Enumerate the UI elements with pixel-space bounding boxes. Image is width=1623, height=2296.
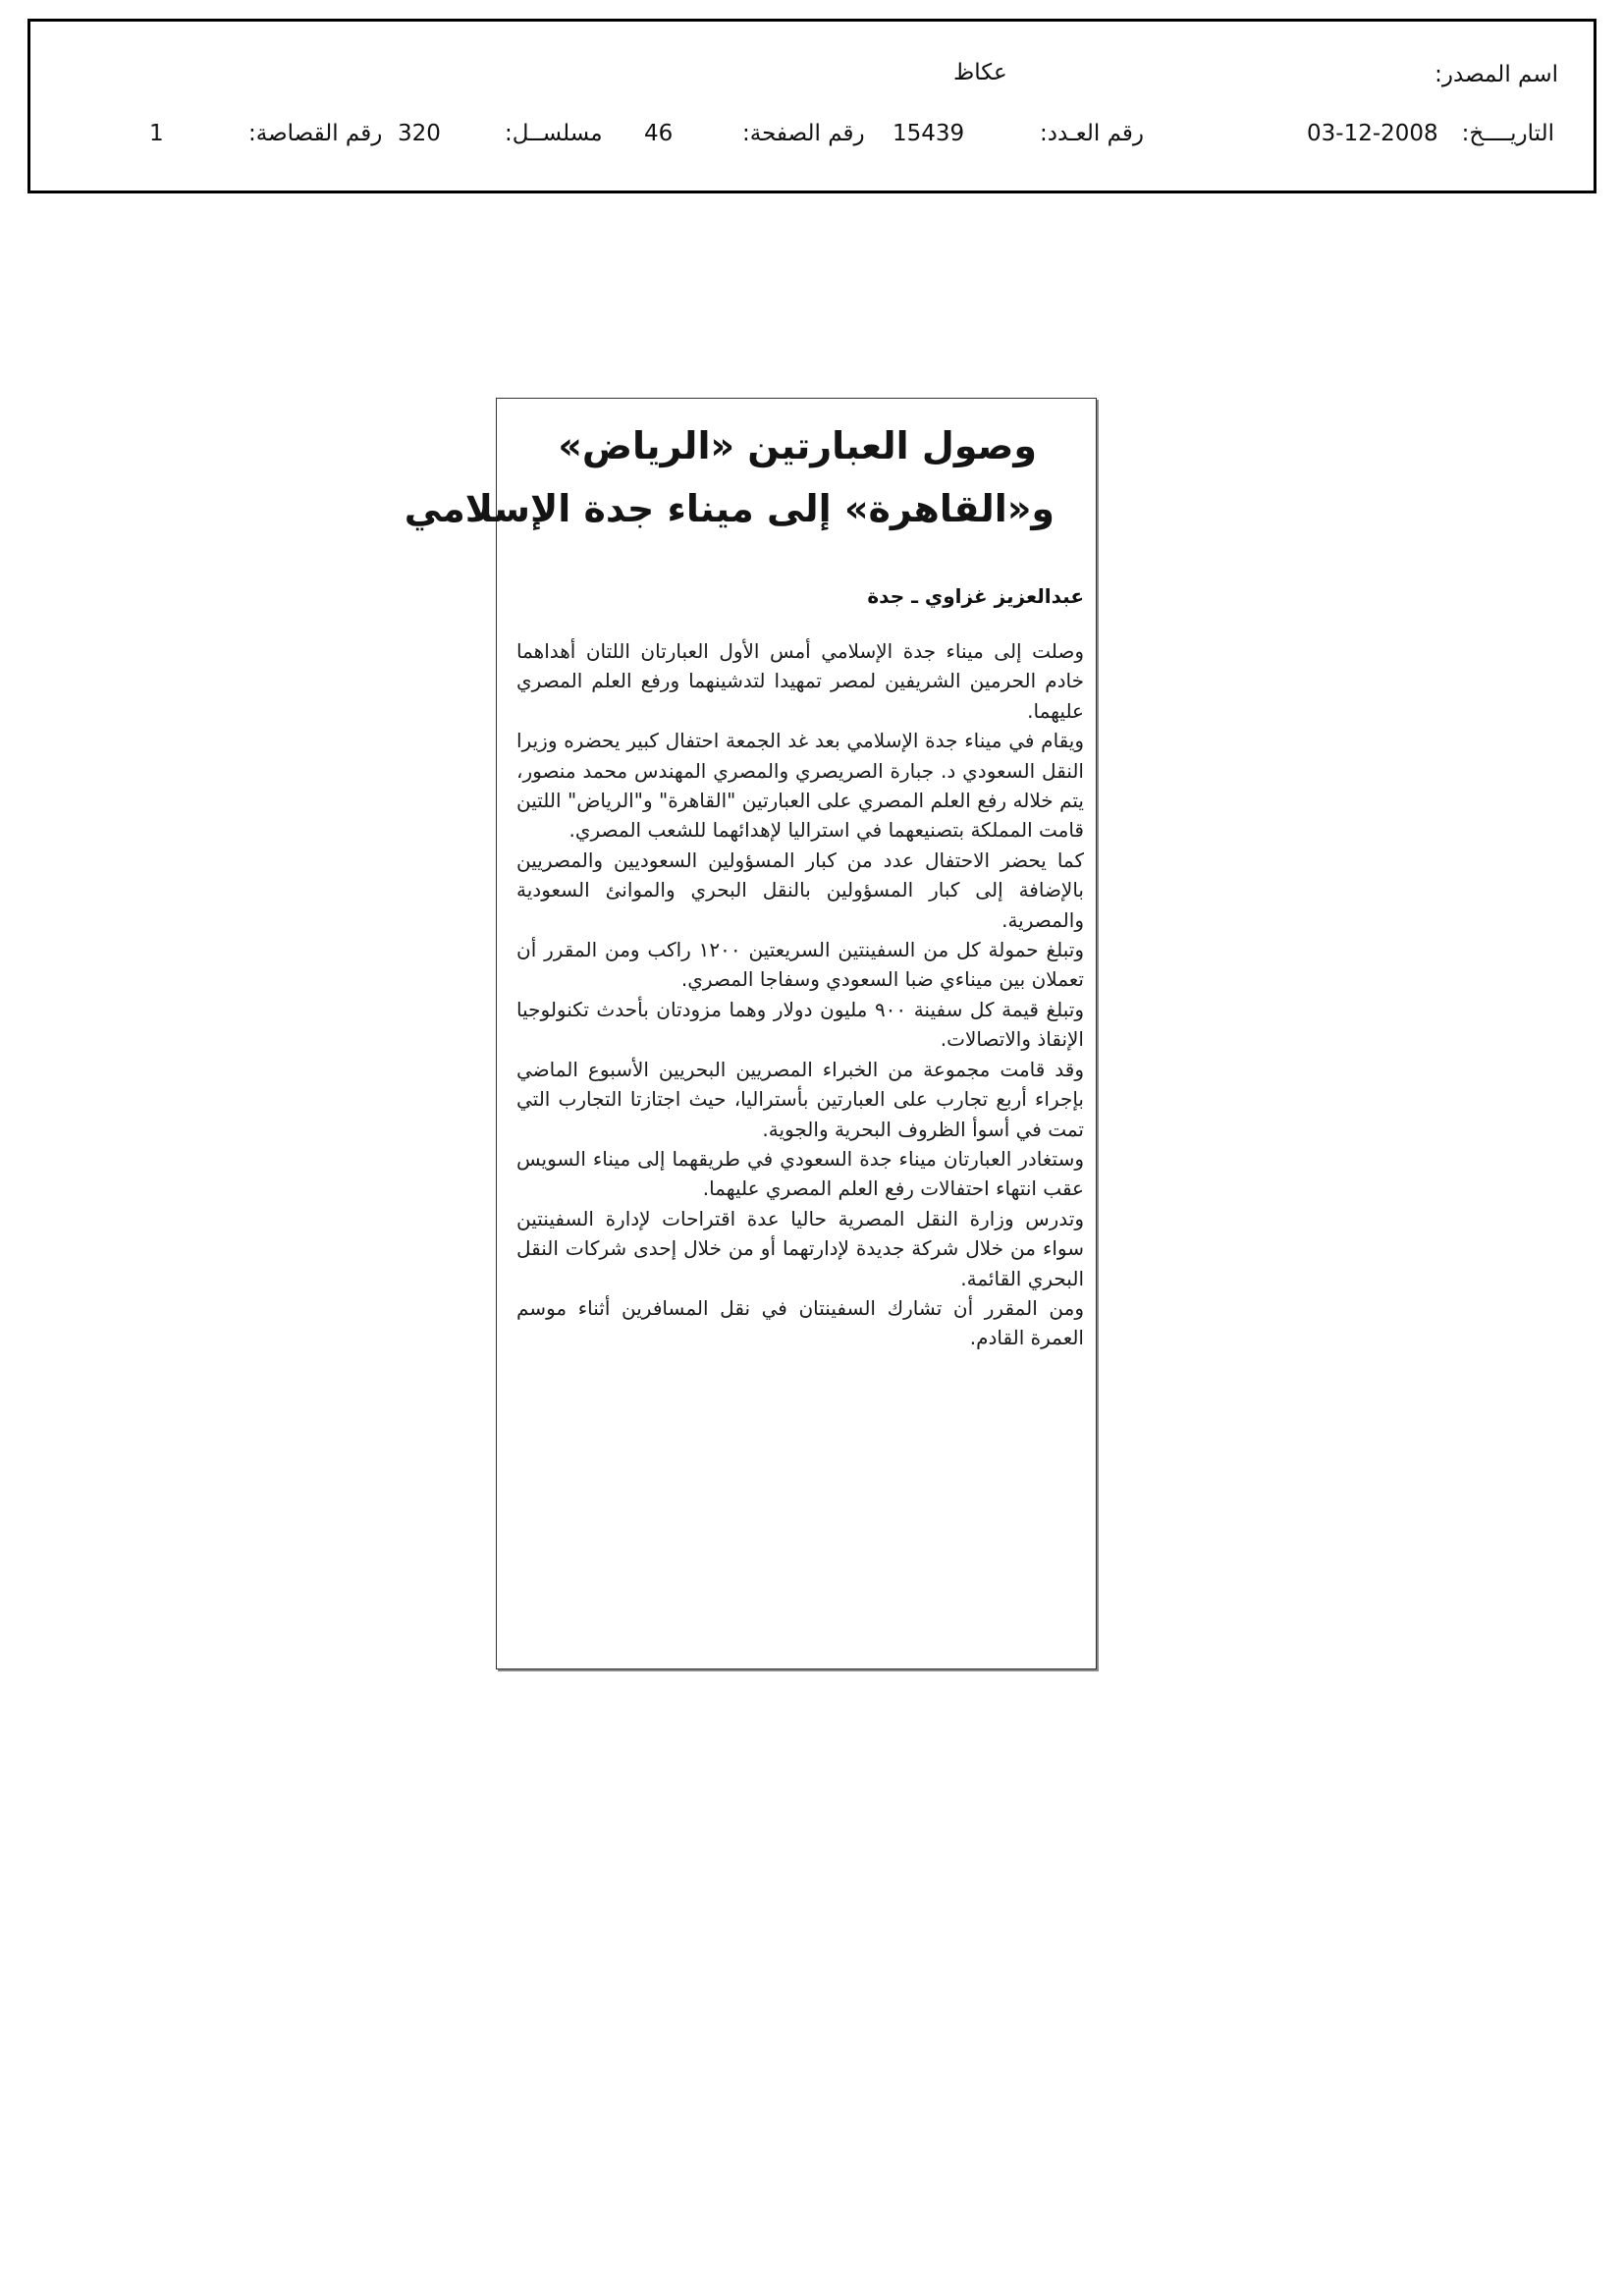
serial-label: مسلســل:	[505, 121, 603, 146]
article-title-line-2: و«القاهرة» إلى ميناء جدة الإسلامي	[404, 487, 1055, 530]
article-paragraph: وصلت إلى ميناء جدة الإسلامي أمس الأول العبارتان اللتان أهداهما خادم الحرمين الشريفين لمصر تمهيدا لتدشينهما ورفع العلم المصري عليهما.	[516, 639, 1084, 723]
document-header	[27, 19, 1596, 193]
page-value: 46	[644, 121, 674, 146]
article-body	[516, 636, 1084, 1353]
newspaper-clipping	[404, 398, 1097, 1669]
article-paragraph: كما يحضر الاحتفال عدد من كبار المسؤولين السعوديين والمصريين بالإضافة إلى كبار المسؤولين بالنقل البحري والموانئ السعودية والمصرية.	[516, 847, 1084, 932]
clipping-label: رقم القصاصة:	[248, 121, 383, 146]
date-label: التاريــــخ:	[1461, 121, 1554, 146]
page-label: رقم الصفحة:	[742, 121, 865, 146]
article-paragraph: وقد قامت مجموعة من الخبراء المصريين البحريين الأسبوع الماضي بإجراء أربع تجارب على العبارتين بأستراليا، حيث اجتازتا التجارب التي تمت في أسوأ الظروف البحرية والجوية.	[516, 1057, 1084, 1141]
source-value: عكاظ	[953, 60, 1007, 85]
issue-value: 15439	[893, 121, 965, 146]
article-paragraph: ويقام في ميناء جدة الإسلامي بعد غد الجمعة احتفال كبير يحضره وزيرا النقل السعودي د. جبارة الصريصري والمصري المهندس محمد منصور، يتم خلاله رفع العلم المصري على العبارتين "القاهرة" و"الرياض" اللتين قامت المملكة بتصنيعهما في استراليا لإهدائهما للشعب المصري.	[516, 729, 1084, 843]
article-paragraph: وستغادر العبارتان ميناء جدة السعودي في طريقهما إلى ميناء السويس عقب انتهاء احتفالات رفع العلم المصري عليهما.	[516, 1146, 1084, 1201]
date-value: 03-12-2008	[1307, 121, 1438, 146]
article-paragraph: وتدرس وزارة النقل المصرية حاليا عدة اقتراحات لإدارة السفينتين سواء من خلال شركة جديدة لإدارتهما أو من خلال إحدى شركات النقل البحري القائمة.	[516, 1206, 1084, 1290]
article-author: عبدالعزيز غزاوي ـ جدة	[867, 584, 1084, 608]
article-paragraph: وتبلغ قيمة كل سفينة ٩٠٠ مليون دولار وهما مزودتان بأحدث تكنولوجيا الإنقاذ والاتصالات.	[516, 997, 1085, 1052]
source-label: اسم المصدر:	[1434, 62, 1558, 87]
issue-label: رقم العـدد:	[1040, 121, 1145, 146]
article-paragraph: وتبلغ حمولة كل من السفينتين السريعتين ١٢٠٠ راكب ومن المقرر أن تعملان بين ميناءي ضبا السعودي وسفاجا المصري.	[516, 938, 1084, 992]
serial-value: 320	[398, 121, 441, 146]
article-title-line-1: وصول العبارتين «الرياض»	[558, 424, 1037, 467]
article-paragraph: ومن المقرر أن تشارك السفينتان في نقل المسافرين أثناء موسم العمرة القادم.	[516, 1295, 1084, 1350]
clipping-value: 1	[149, 121, 164, 146]
